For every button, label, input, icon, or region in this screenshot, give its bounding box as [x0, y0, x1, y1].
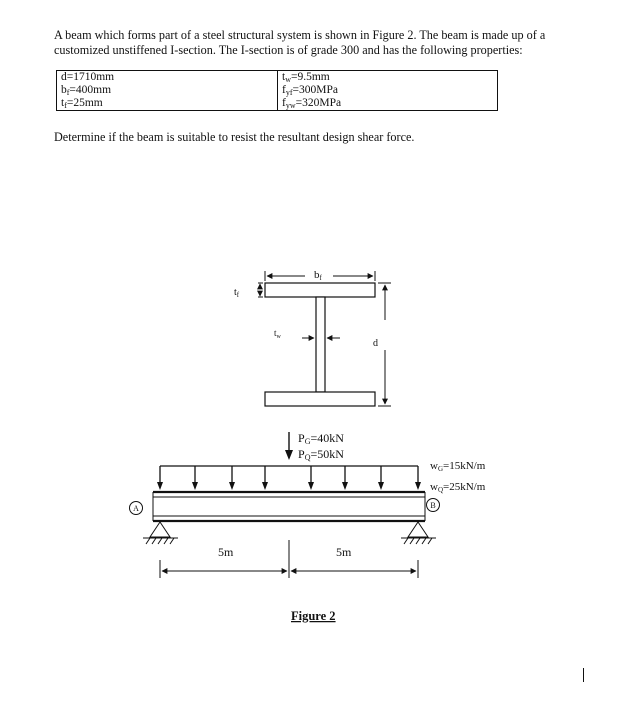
pg-label: PG=40kN [298, 431, 344, 446]
support-b [401, 522, 436, 544]
property-fyw: $f_{yw}=320MPa$ [278, 97, 498, 111]
wg-label: wG=15kN/m [430, 460, 486, 473]
d-label: d [373, 338, 378, 349]
udl-arrow [415, 466, 421, 490]
beam [153, 492, 425, 521]
tf-dimension [258, 283, 263, 297]
property-fyf: $f_{yf}=300MPa$ [278, 84, 498, 97]
top-flange [265, 283, 375, 297]
distributed-load [157, 466, 421, 490]
tf-label: $t_f$ [234, 287, 240, 299]
d-dimension [378, 283, 391, 406]
property-tf: $t_f=25mm$ [57, 97, 278, 111]
span-right-label: 5m [336, 545, 352, 559]
i-section [265, 283, 375, 406]
span-left-label: 5m [218, 545, 234, 559]
bottom-flange [265, 392, 375, 406]
web [316, 297, 325, 392]
udl-arrow [262, 466, 268, 490]
udl-arrow [157, 466, 163, 490]
udl-arrow [229, 466, 235, 490]
property-d: d=1710mm [57, 71, 278, 85]
udl-arrow [308, 466, 314, 490]
tw-label: $t_w$ [274, 328, 281, 340]
figure-caption: Figure 2 [291, 609, 336, 623]
property-bf: $b_f=400mm$ [57, 84, 278, 97]
wq-label: wQ=25kN/m [430, 481, 486, 494]
udl-arrow [378, 466, 384, 490]
pq-label: PQ=50kN [298, 447, 344, 462]
support-a-label: A [133, 504, 139, 513]
udl-arrow [342, 466, 348, 490]
text-cursor [583, 668, 584, 682]
question-text: Determine if the beam is suitable to resist the resultant design shear force. [54, 130, 415, 144]
span-dimension [160, 540, 418, 578]
problem-line-2: customized unstiffened I-section. The I-section is of grade 300 and has the following properties: [54, 42, 523, 57]
support-a [143, 522, 178, 544]
point-load-arrow [285, 432, 293, 460]
bf-label: bf [314, 269, 322, 282]
support-b-label: B [430, 501, 436, 510]
udl-arrow [192, 466, 198, 490]
problem-line-1: A beam which forms part of a steel structural system is shown in Figure 2. The beam is made up of a [54, 28, 546, 42]
property-tw: $t_w=9.5mm$ [278, 71, 498, 85]
